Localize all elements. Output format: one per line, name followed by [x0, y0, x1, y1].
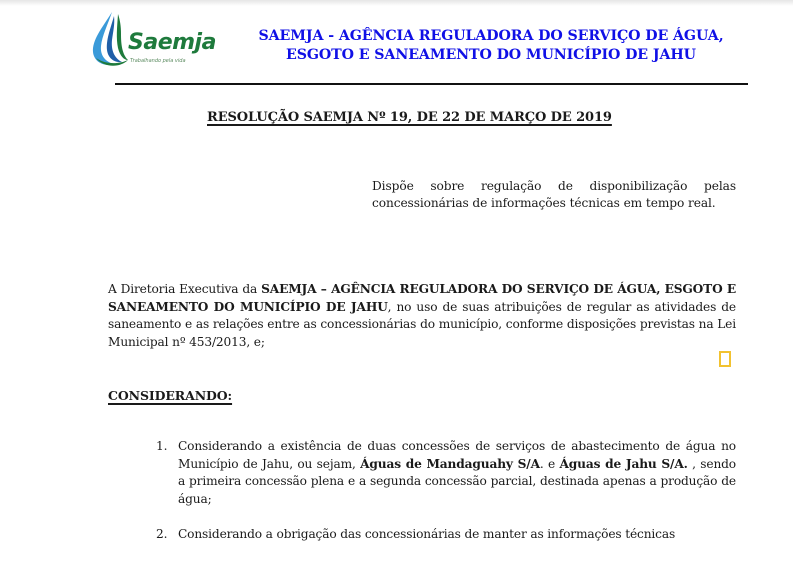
header-divider: [115, 83, 748, 85]
list-item: [150, 438, 736, 508]
considerando-list: [150, 438, 736, 562]
agency-heading-line2: ESGOTO E SANEAMENTO DO MUNICÍPIO DE JAHU: [286, 47, 696, 63]
list-item-number: 1.: [156, 439, 168, 453]
considerando-heading: CONSIDERANDO:: [108, 388, 233, 403]
water-drop-icon: [90, 10, 130, 68]
annotation-marker[interactable]: [719, 351, 731, 367]
company-name-jahu: Águas de Jahu S/A.: [559, 456, 688, 471]
list-item-text: Considerando a existência de duas concessões de serviços de abastecimento de água no Município de Jahu, ou sejam,: [178, 439, 736, 471]
logo-wordmark: Saemja: [128, 30, 216, 55]
intro-paragraph: [108, 281, 736, 351]
agency-heading-line1: SAEMJA - AGÊNCIA REGULADORA DO SERVIÇO DE ÁGUA,: [258, 28, 724, 44]
agency-heading: [236, 27, 746, 65]
resolution-title: RESOLUÇÃO SAEMJA Nº 19, DE 22 DE MARÇO DE 2019: [207, 110, 612, 125]
list-item: [150, 526, 736, 544]
intro-prefix: A Diretoria Executiva da: [108, 282, 262, 296]
list-item-text: Considerando a obrigação das concessionárias de manter as informações técnicas: [178, 527, 676, 541]
list-item-text: . e: [539, 456, 560, 471]
saemja-logo: [90, 10, 225, 68]
list-item-number: 2.: [156, 527, 168, 541]
logo-tagline: Trabalhando pela vida: [130, 58, 186, 64]
intro-agency-name: SAEMJA – AGÊNCIA REGULADORA DO SERVIÇO DE ÁGUA, ESGOTO E SANEAMENTO DO MUNICÍPIO DE JAHU: [108, 282, 737, 314]
list-item-text: , sendo a primeira concessão plena e a segunda concessão parcial, destinada apenas a produção de água;: [178, 456, 736, 506]
company-name-mandaguahy: Águas de Mandaguahy S/A: [360, 456, 540, 471]
viewer-top-shadow: [0, 0, 793, 6]
intro-suffix: , no uso de suas atribuições de regular as atividades de saneamento e as relações entre as concessionárias do município, conforme disposições previstas na Lei Municipal nº 453/2013, e;: [108, 299, 736, 349]
ementa-text: Dispõe sobre regulação de disponibilização pelas concessionárias de informações técnicas em tempo real.: [372, 179, 736, 210]
